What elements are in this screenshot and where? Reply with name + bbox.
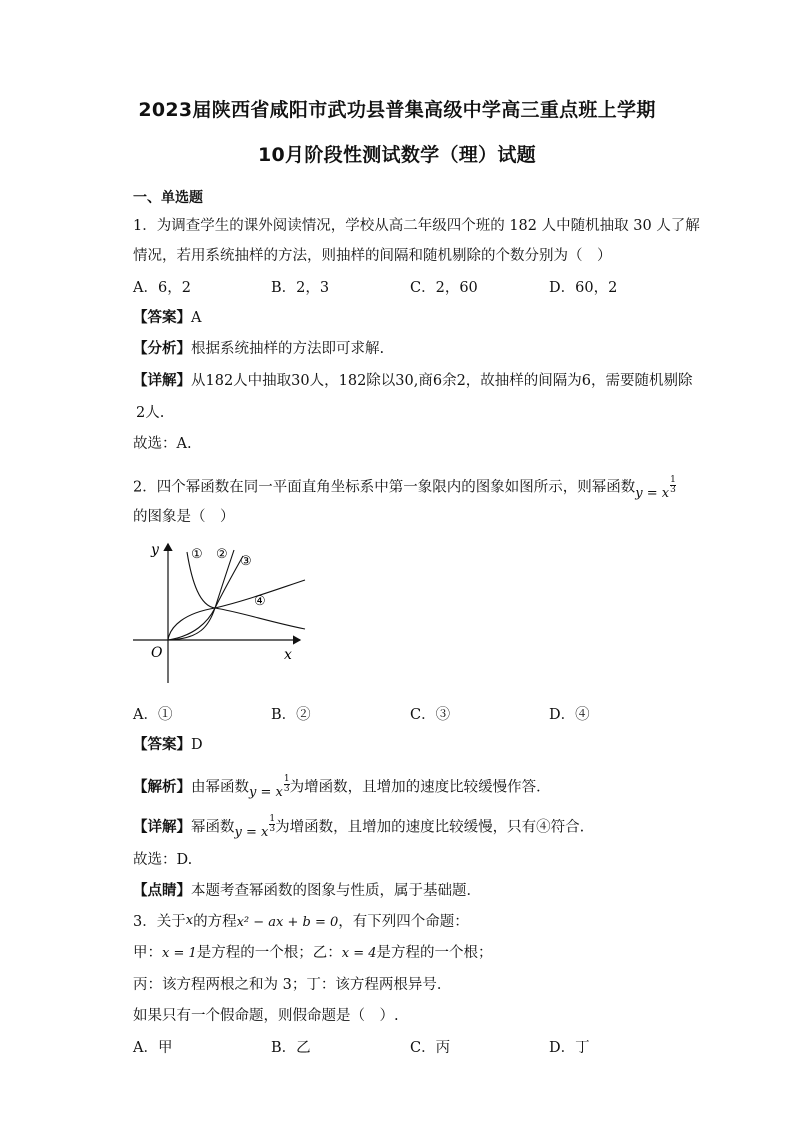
q3-text-line1: [133, 910, 469, 931]
q3-var-x: x: [185, 913, 194, 928]
q3-line2-c: 是方程的一个根；乙：: [196, 945, 342, 961]
q2-func-x: x: [261, 825, 269, 841]
q1-option-b: B．2，3: [271, 280, 330, 296]
graph-curve-3: [168, 556, 243, 640]
q1-analysis-text: 根据系统抽样的方法即可求解.: [191, 341, 385, 357]
answer-tag: 【答案】: [133, 737, 191, 753]
q2-option-b: B．②: [271, 707, 311, 723]
q2-detail-function: [234, 814, 276, 841]
graph-x-label: x: [284, 647, 292, 663]
graph-curve-label-3: ③: [240, 554, 252, 569]
q2-func-eq: =: [642, 486, 662, 502]
q2-detail-pre: 幂函数: [191, 819, 235, 836]
q2-detail-post: 为增函数，且增加的速度比较缓慢，只有④符合.: [275, 819, 585, 836]
q2-comment-text: 本题考查幂函数的图象与性质，属于基础题．: [191, 883, 481, 899]
q2-exp-num: 1: [283, 774, 290, 784]
q2-exponent: [284, 775, 290, 794]
q2-text-line1: [133, 470, 676, 502]
q3-text-line3: 丙：该方程两根之和为 3；丁：该方程两根异号．: [133, 977, 452, 993]
graph-curve-label-2: ②: [216, 547, 228, 562]
q2-option-c: C．③: [410, 707, 451, 723]
q1-text-line1: 1．为调查学生的课外阅读情况，学校从高二年级四个班的 182 人中随机抽取 30 人了解: [133, 218, 700, 234]
q3-option-c: C．丙: [410, 1040, 451, 1056]
q2-func-y: y: [249, 785, 257, 801]
analysis-tag: 【分析】: [133, 341, 191, 357]
q2-exponent: [670, 476, 676, 495]
q1-text-line2: 情况，若用系统抽样的方法，则抽样的间隔和随机剔除的个数分别为（ ）: [133, 248, 612, 264]
q2-option-d: D．④: [549, 707, 590, 723]
q3-line2-b: x = 1: [162, 946, 197, 961]
q1-detail: [133, 369, 693, 390]
q2-option-a: A．①: [133, 707, 173, 723]
q3-option-b: B．乙: [271, 1040, 311, 1056]
q2-analysis: [133, 770, 551, 801]
q2-detail: [133, 810, 585, 841]
q2-text-line2: 的图象是（ ）: [133, 509, 235, 525]
graph-y-label: y: [151, 542, 159, 558]
q3-text-mid: 的方程: [193, 914, 237, 930]
q2-answer-value: D: [191, 737, 203, 753]
q2-exp-den: 3: [670, 485, 676, 495]
q1-conclusion: 故选：A.: [133, 436, 192, 452]
q2-analysis-post: 为增函数，且增加的速度比较缓慢作答．: [289, 779, 551, 796]
q2-func-y: y: [234, 825, 242, 841]
analysis-tag: 【解析】: [133, 779, 191, 796]
q1-option-a: A．6，2: [133, 280, 191, 296]
q3-line2-d: x = 4: [341, 946, 377, 961]
q2-answer: [133, 733, 203, 754]
exam-title-line2: 10月阶段性测试数学（理）试题: [258, 144, 536, 166]
q3-text-pre: 3．关于: [133, 914, 186, 930]
graph-curve-4: [168, 580, 305, 640]
q2-exp-den: 3: [269, 824, 276, 834]
q1-answer-value: A: [191, 310, 202, 326]
q1-option-c: C．2，60: [410, 280, 478, 296]
q1-option-d: D．60，2: [549, 280, 618, 296]
graph-curve-label-1: ①: [191, 547, 203, 562]
q2-function: [635, 475, 676, 502]
detail-tag: 【详解】: [133, 819, 191, 836]
q2-func-eq: =: [256, 785, 276, 801]
answer-tag: 【答案】: [133, 310, 191, 326]
q1-detail-text: 从182人中抽取30人，182除以30,商6余2，故抽样的间隔为6，需要随机剔除: [191, 373, 693, 389]
q2-conclusion: 故选：D.: [133, 852, 193, 868]
q1-detail-line2: 2人.: [136, 405, 165, 421]
q2-func-x: x: [661, 486, 670, 502]
q2-comment: [133, 879, 481, 900]
q1-answer: [133, 306, 201, 327]
comment-tag: 【点睛】: [133, 883, 191, 899]
q3-text-line2: [133, 941, 493, 962]
q3-equation: x² − ax + b = 0: [236, 915, 339, 930]
q3-text-post: ，有下列四个命题：: [338, 914, 469, 930]
q3-line2-e: 是方程的一个根；: [376, 945, 493, 961]
q2-exponent: [269, 815, 275, 834]
q2-func-y: y: [635, 486, 643, 502]
q3-option-a: A．甲: [133, 1040, 173, 1056]
graph-curve-label-4: ④: [254, 594, 266, 609]
q2-function-graph: [130, 538, 310, 688]
q2-analysis-pre: 由幂函数: [191, 779, 249, 796]
q2-analysis-function: [249, 774, 290, 801]
graph-origin-label: O: [151, 645, 163, 661]
q3-line2-a: 甲：: [133, 945, 162, 961]
section-heading: 一、单选题: [133, 190, 203, 206]
q2-func-eq: =: [241, 825, 262, 841]
q1-analysis: [133, 337, 384, 358]
q2-exp-num: 1: [670, 475, 676, 485]
exam-title-line1: 2023届陕西省咸阳市武功县普集高级中学高三重点班上学期: [138, 99, 656, 121]
detail-tag: 【详解】: [133, 373, 191, 389]
q2-exp-num: 1: [269, 814, 276, 824]
q3-option-d: D．丁: [549, 1040, 590, 1056]
q2-func-x: x: [275, 785, 283, 801]
q2-text: 2．四个幂函数在同一平面直角坐标系中第一象限内的图象如图所示，则幂函数: [133, 479, 636, 496]
q3-text-line4: 如果只有一个假命题，则假命题是（ ）.: [133, 1008, 399, 1024]
q2-exp-den: 3: [283, 784, 290, 794]
